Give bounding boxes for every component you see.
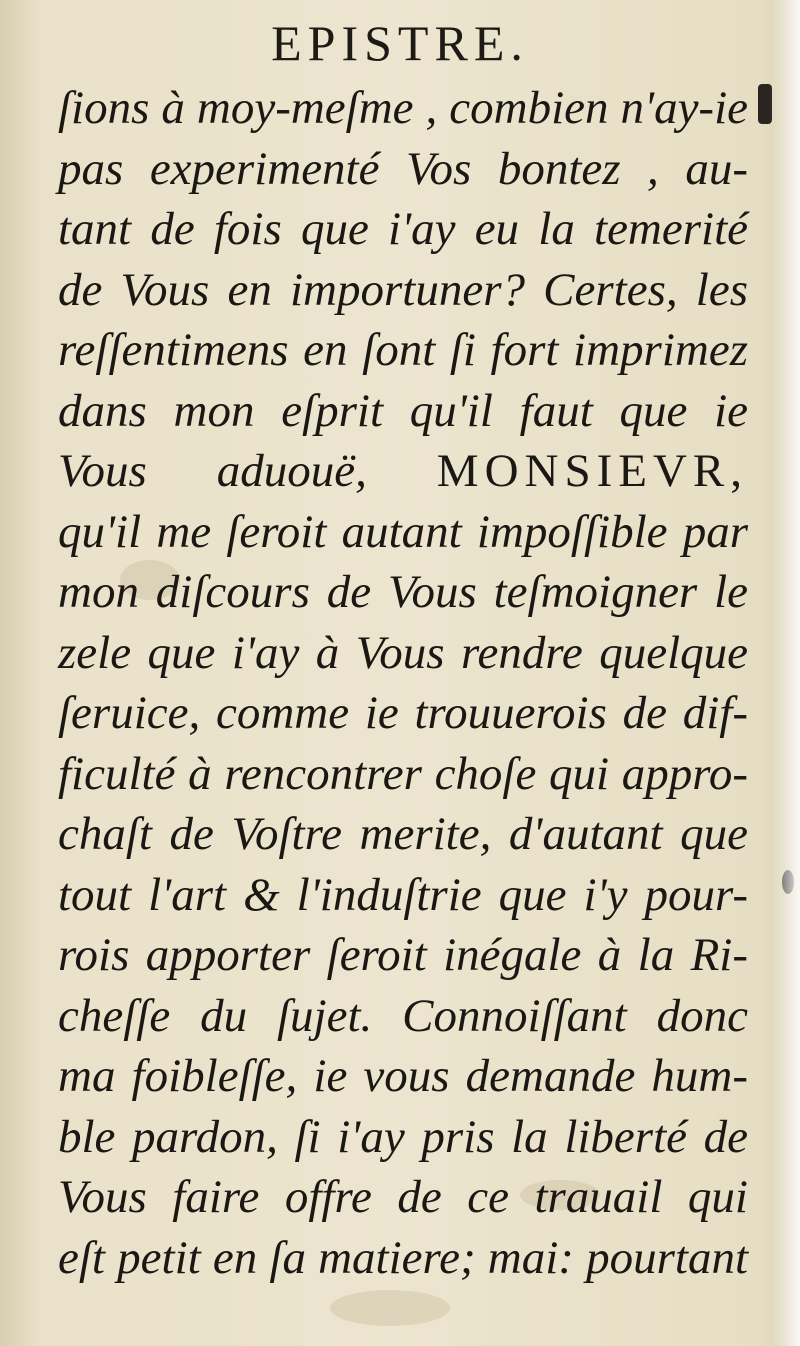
text-line: Vous faire offre de ce trauail qui xyxy=(58,1171,748,1223)
body-text xyxy=(58,78,748,1288)
text-line: dans mon eſprit qu'il faut que ie xyxy=(58,384,748,437)
text-line: de Vous en importuner? Certes, les xyxy=(58,263,748,316)
paper-stain xyxy=(330,1290,450,1326)
text-line: ficulté à rencontrer choſe qui appro- xyxy=(58,747,748,800)
text-line: ma foibleſſe, ie vous demande hum- xyxy=(58,1050,748,1102)
page-header: EPISTRE. xyxy=(271,15,529,71)
text-line: chaſt de Voſtre merite, d'autant que xyxy=(58,808,748,860)
text-line: cheſſe du ſujet. Connoiſſant donc xyxy=(58,989,748,1042)
addressee-smallcaps: MONSIEVR, xyxy=(436,445,748,497)
ink-mark xyxy=(758,84,772,124)
text-line: zele que i'ay à Vous rendre quelque xyxy=(58,626,748,679)
text-line: eſt petit en ſa matiere; mai: pourtant xyxy=(58,1231,748,1284)
text-line: ſions à moy-meſme , combien n'ay-ie xyxy=(58,82,748,134)
text-line: tant de fois que i'ay eu la temerité xyxy=(58,203,748,255)
text-line-with-caps xyxy=(58,441,748,502)
text-line: rois apporter ſeroit inégale à la Ri- xyxy=(58,929,748,981)
text-line: qu'il me ſeroit autant impoſſible par xyxy=(58,505,748,558)
text-line: ſeruice, comme ie trouuerois de dif- xyxy=(58,687,748,739)
text-line: ble pardon, ſi i'ay pris la liberté de xyxy=(58,1110,748,1163)
text-fragment: Vous aduouë, xyxy=(58,445,367,497)
ink-dot xyxy=(782,870,794,894)
text-line: pas experimenté Vos bontez , au- xyxy=(58,142,748,195)
text-line: tout l'art & l'induſtrie que i'y pour- xyxy=(58,868,748,921)
text-line: mon diſcours de Vous teſmoigner le xyxy=(58,566,748,618)
text-line: reſſentimens en ſont ſi fort imprimez xyxy=(58,324,748,376)
